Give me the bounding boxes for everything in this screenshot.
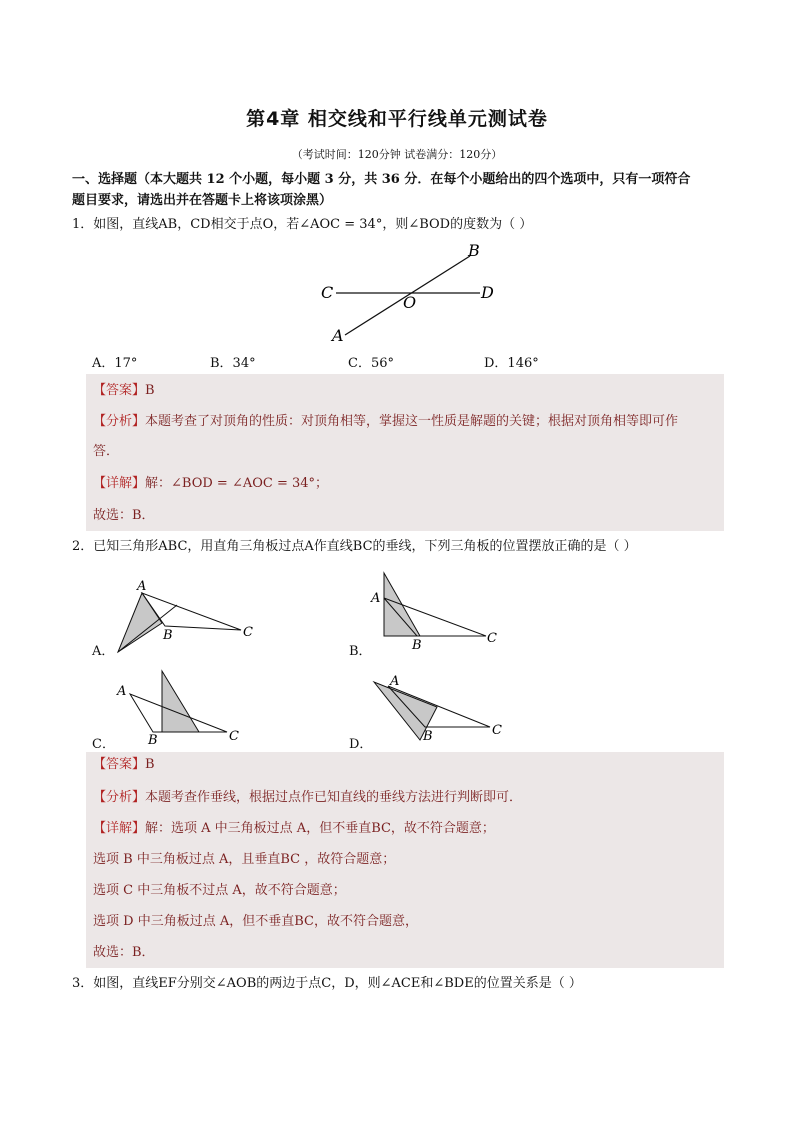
svg-text:C: C	[492, 723, 502, 738]
q2-solution-block	[86, 752, 724, 968]
analysis-tag: 【分析】	[93, 414, 146, 429]
q1-conclusion: 故选：B．	[93, 508, 155, 523]
q2-answer: B	[145, 757, 155, 772]
q2-stem: 2．已知三角形ABC，用直角三角板过点A作直线BC的垂线，下列三角板的位置摆放正确的是（ ）	[72, 539, 637, 554]
q2-conclusion: 故选：B．	[93, 945, 155, 960]
q2-option-a[interactable]: A．	[92, 644, 115, 659]
svg-text:A: A	[137, 579, 147, 594]
q2-option-b[interactable]: B．	[349, 644, 372, 659]
q2-detail-4: 选项 D 中三角板过点 A，但不垂直BC，故不符合题意，	[93, 914, 418, 929]
q2-detail-2: 选项 B 中三角板过点 A，且垂直BC ，故符合题意；	[93, 852, 396, 867]
answer-tag: 【答案】	[93, 757, 146, 772]
q1-option-b[interactable]: B．34°	[210, 356, 256, 371]
q2-option-d[interactable]: D．	[349, 737, 373, 752]
q1-stem: 1．如图，直线AB，CD相交于点O，若∠AOC = 34°，则∠BOD的度数为（ ）	[72, 217, 533, 232]
analysis-tag: 【分析】	[93, 790, 146, 805]
section-heading-line-1: 一、选择题（本大题共 12 个小题，每小题 3 分，共 36 分．在每个小题给出的四个选项中，只有一项符合	[72, 172, 691, 187]
detail-tag: 【详解】	[93, 476, 146, 491]
q1-figure	[310, 240, 510, 345]
svg-text:B: B	[148, 733, 158, 748]
svg-text:A: A	[390, 674, 400, 689]
exam-info: （考试时间：120分钟 试卷满分：120分）	[291, 148, 503, 161]
q1-option-a[interactable]: A．17°	[92, 356, 138, 371]
svg-text:B: B	[412, 638, 422, 653]
label-d: D	[481, 283, 494, 302]
q2-figure-a	[115, 578, 265, 658]
q2-figure-d	[368, 672, 508, 747]
svg-text:C: C	[487, 631, 497, 646]
page-title: 第4章 相交线和平行线单元测试卷	[246, 108, 548, 130]
q2-figure-c	[115, 668, 255, 748]
q1-analysis: 本题考查了对顶角的性质：对顶角相等，掌握这一性质是解题的关键；根据对顶角相等即可作	[145, 414, 679, 429]
svg-text:C: C	[229, 729, 239, 744]
label-c: C	[321, 283, 334, 302]
q1-option-c[interactable]: C．56°	[348, 356, 394, 371]
q3-stem: 3．如图，直线EF分别交∠AOB的两边于点C，D，则∠ACE和∠BDE的位置关系是（ ）	[72, 976, 582, 991]
label-o: O	[403, 293, 417, 312]
q1-option-d[interactable]: D．146°	[484, 356, 539, 371]
svg-text:B: B	[423, 729, 433, 744]
q1-answer: B	[145, 383, 155, 398]
set-square	[162, 671, 199, 732]
q2-option-c[interactable]: C．	[92, 737, 115, 752]
section-heading-line-2: 题目要求，请选出并在答题卡上将该项涂黑）	[72, 193, 333, 208]
svg-text:B: B	[163, 628, 173, 643]
q2-detail-1: 解：选项 A 中三角板过点 A，但不垂直BC，故不符合题意；	[145, 821, 495, 836]
q2-analysis: 本题考查作垂线，根据过点作已知直线的垂线方法进行判断即可．	[145, 790, 523, 805]
detail-tag: 【详解】	[93, 821, 146, 836]
q1-solution-block	[86, 374, 724, 531]
label-a: A	[332, 326, 344, 345]
q1-analysis-cont: 答．	[93, 444, 120, 459]
label-b: B	[468, 241, 480, 260]
q2-figure-b	[368, 570, 508, 655]
q1-detail: 解：∠BOD = ∠AOC = 34°；	[145, 476, 329, 491]
q2-detail-3: 选项 C 中三角板不过点 A，故不符合题意；	[93, 883, 346, 898]
svg-text:A: A	[117, 684, 127, 699]
svg-text:C: C	[243, 625, 253, 640]
answer-tag: 【答案】	[93, 383, 146, 398]
svg-text:A: A	[371, 591, 381, 606]
